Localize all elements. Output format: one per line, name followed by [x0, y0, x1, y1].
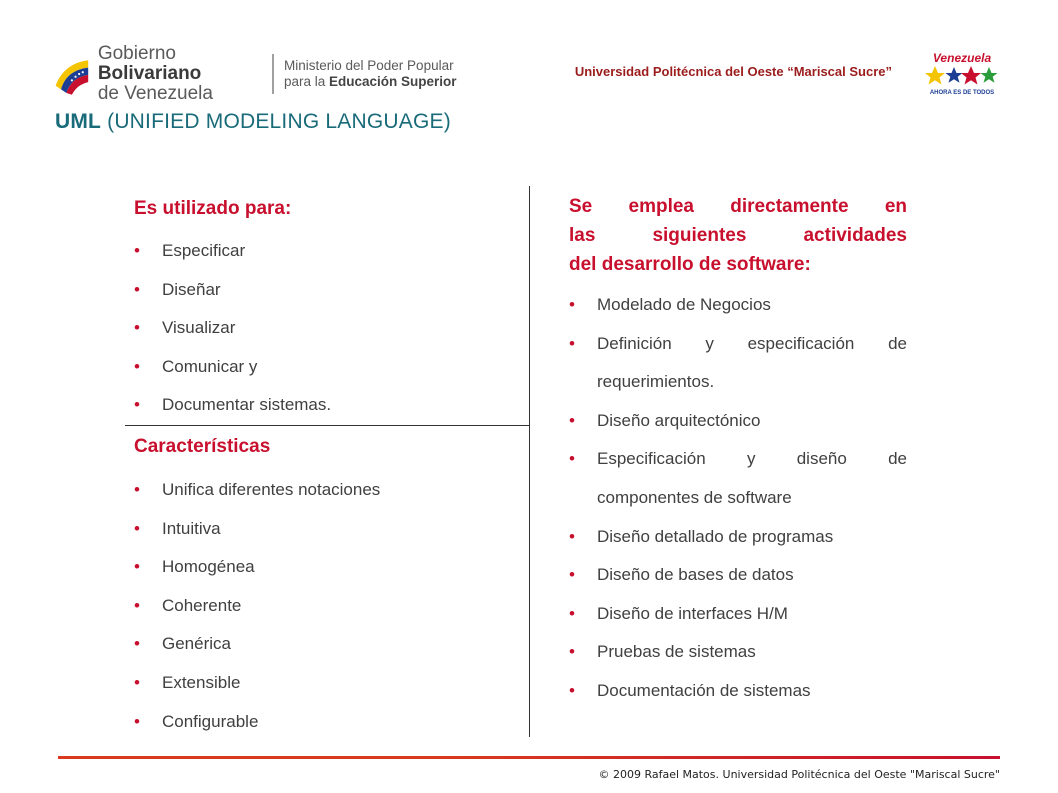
list-item: • Documentar sistemas. [134, 392, 529, 431]
university-name: Universidad Politécnica del Oeste “Mariscal Sucre” [574, 64, 892, 79]
list-item [569, 325, 907, 402]
vertical-divider [529, 186, 530, 737]
list-item-text: • Diseño arquitectónico [597, 410, 761, 430]
features-list [134, 477, 529, 747]
slide-title-expansion: (UNIFIED MODELING LANGUAGE) [101, 110, 451, 133]
activities-list-container [569, 286, 907, 711]
slide-title-acronym: UML [55, 110, 102, 133]
list-item [569, 286, 907, 325]
list-item-text: • Diseño de bases de datos [597, 565, 794, 585]
gov-country: de Venezuela [97, 83, 213, 104]
activities-heading-line: del desarrollo de software: [569, 254, 811, 275]
ministry-line2-regular: para la [284, 74, 330, 89]
list-item: • Comunicar y [134, 354, 529, 393]
list-item: • Diseñar [134, 277, 529, 316]
list-item-text: • Especificación y diseño de [597, 449, 907, 469]
list-item [569, 518, 907, 557]
logo-venezuela-text: Venezuela [932, 51, 992, 65]
copyright-notice: © 2009 Rafael Matos. Universidad Politécnica del Oeste "Mariscal Sucre" [598, 768, 1000, 781]
logo-slogan-text: AHORA ES DE TODOS [929, 90, 995, 96]
list-item-text-cont: componentes de software [597, 487, 792, 507]
activities-list [569, 286, 907, 711]
list-item-text: • Diseño de interfaces H/M [597, 603, 788, 623]
list-item: • Homogénea [134, 554, 529, 593]
list-item [569, 440, 907, 517]
list-item: • Intuitiva [134, 516, 529, 555]
activities-heading-line: las siguientes actividades [569, 225, 907, 246]
ministry-name [284, 58, 457, 90]
list-item-text-cont: requerimientos. [597, 372, 715, 392]
list-item: • Configurable [134, 709, 529, 748]
list-item-text: • Definición y especificación de [597, 333, 907, 353]
uses-list [134, 238, 529, 431]
list-item-text: • Diseño detallado de programas [597, 526, 834, 546]
features-heading: Características [134, 436, 271, 457]
gov-name-bold: Bolivariano [97, 63, 202, 84]
list-item: • Especificar [134, 238, 529, 277]
list-item: • Unifica diferentes notaciones [134, 477, 529, 516]
venezuela-flag-icon [52, 51, 92, 97]
list-item: • Genérica [134, 631, 529, 670]
uses-heading: Es utilizado para: [134, 198, 292, 219]
venezuela-ahora-es-de-todos-logo [925, 50, 1000, 96]
list-item-text: • Documentación de sistemas [597, 680, 811, 700]
list-item [569, 402, 907, 441]
ministry-line2-bold: Educación Superior [329, 74, 457, 89]
gobierno-bolivariano-logo [52, 43, 267, 104]
features-list-container [134, 477, 529, 747]
footer-rule [58, 756, 1000, 759]
list-item: • Coherente [134, 593, 529, 632]
list-item [569, 556, 907, 595]
gov-name-regular: Gobierno [97, 43, 176, 64]
list-item-text: • Modelado de Negocios [597, 295, 771, 314]
list-item: • Visualizar [134, 315, 529, 354]
list-item [569, 672, 907, 711]
list-item [569, 633, 907, 672]
ministry-line1: Ministerio del Poder Popular [284, 58, 454, 73]
activities-heading-line: Se emplea directamente en [569, 196, 907, 217]
list-item-text: • Pruebas de sistemas [597, 642, 756, 662]
slide-title [55, 110, 451, 134]
activities-heading [569, 192, 907, 279]
uses-list-container [134, 238, 529, 431]
header-divider [272, 54, 274, 94]
list-item: • Extensible [134, 670, 529, 709]
list-item [569, 595, 907, 634]
